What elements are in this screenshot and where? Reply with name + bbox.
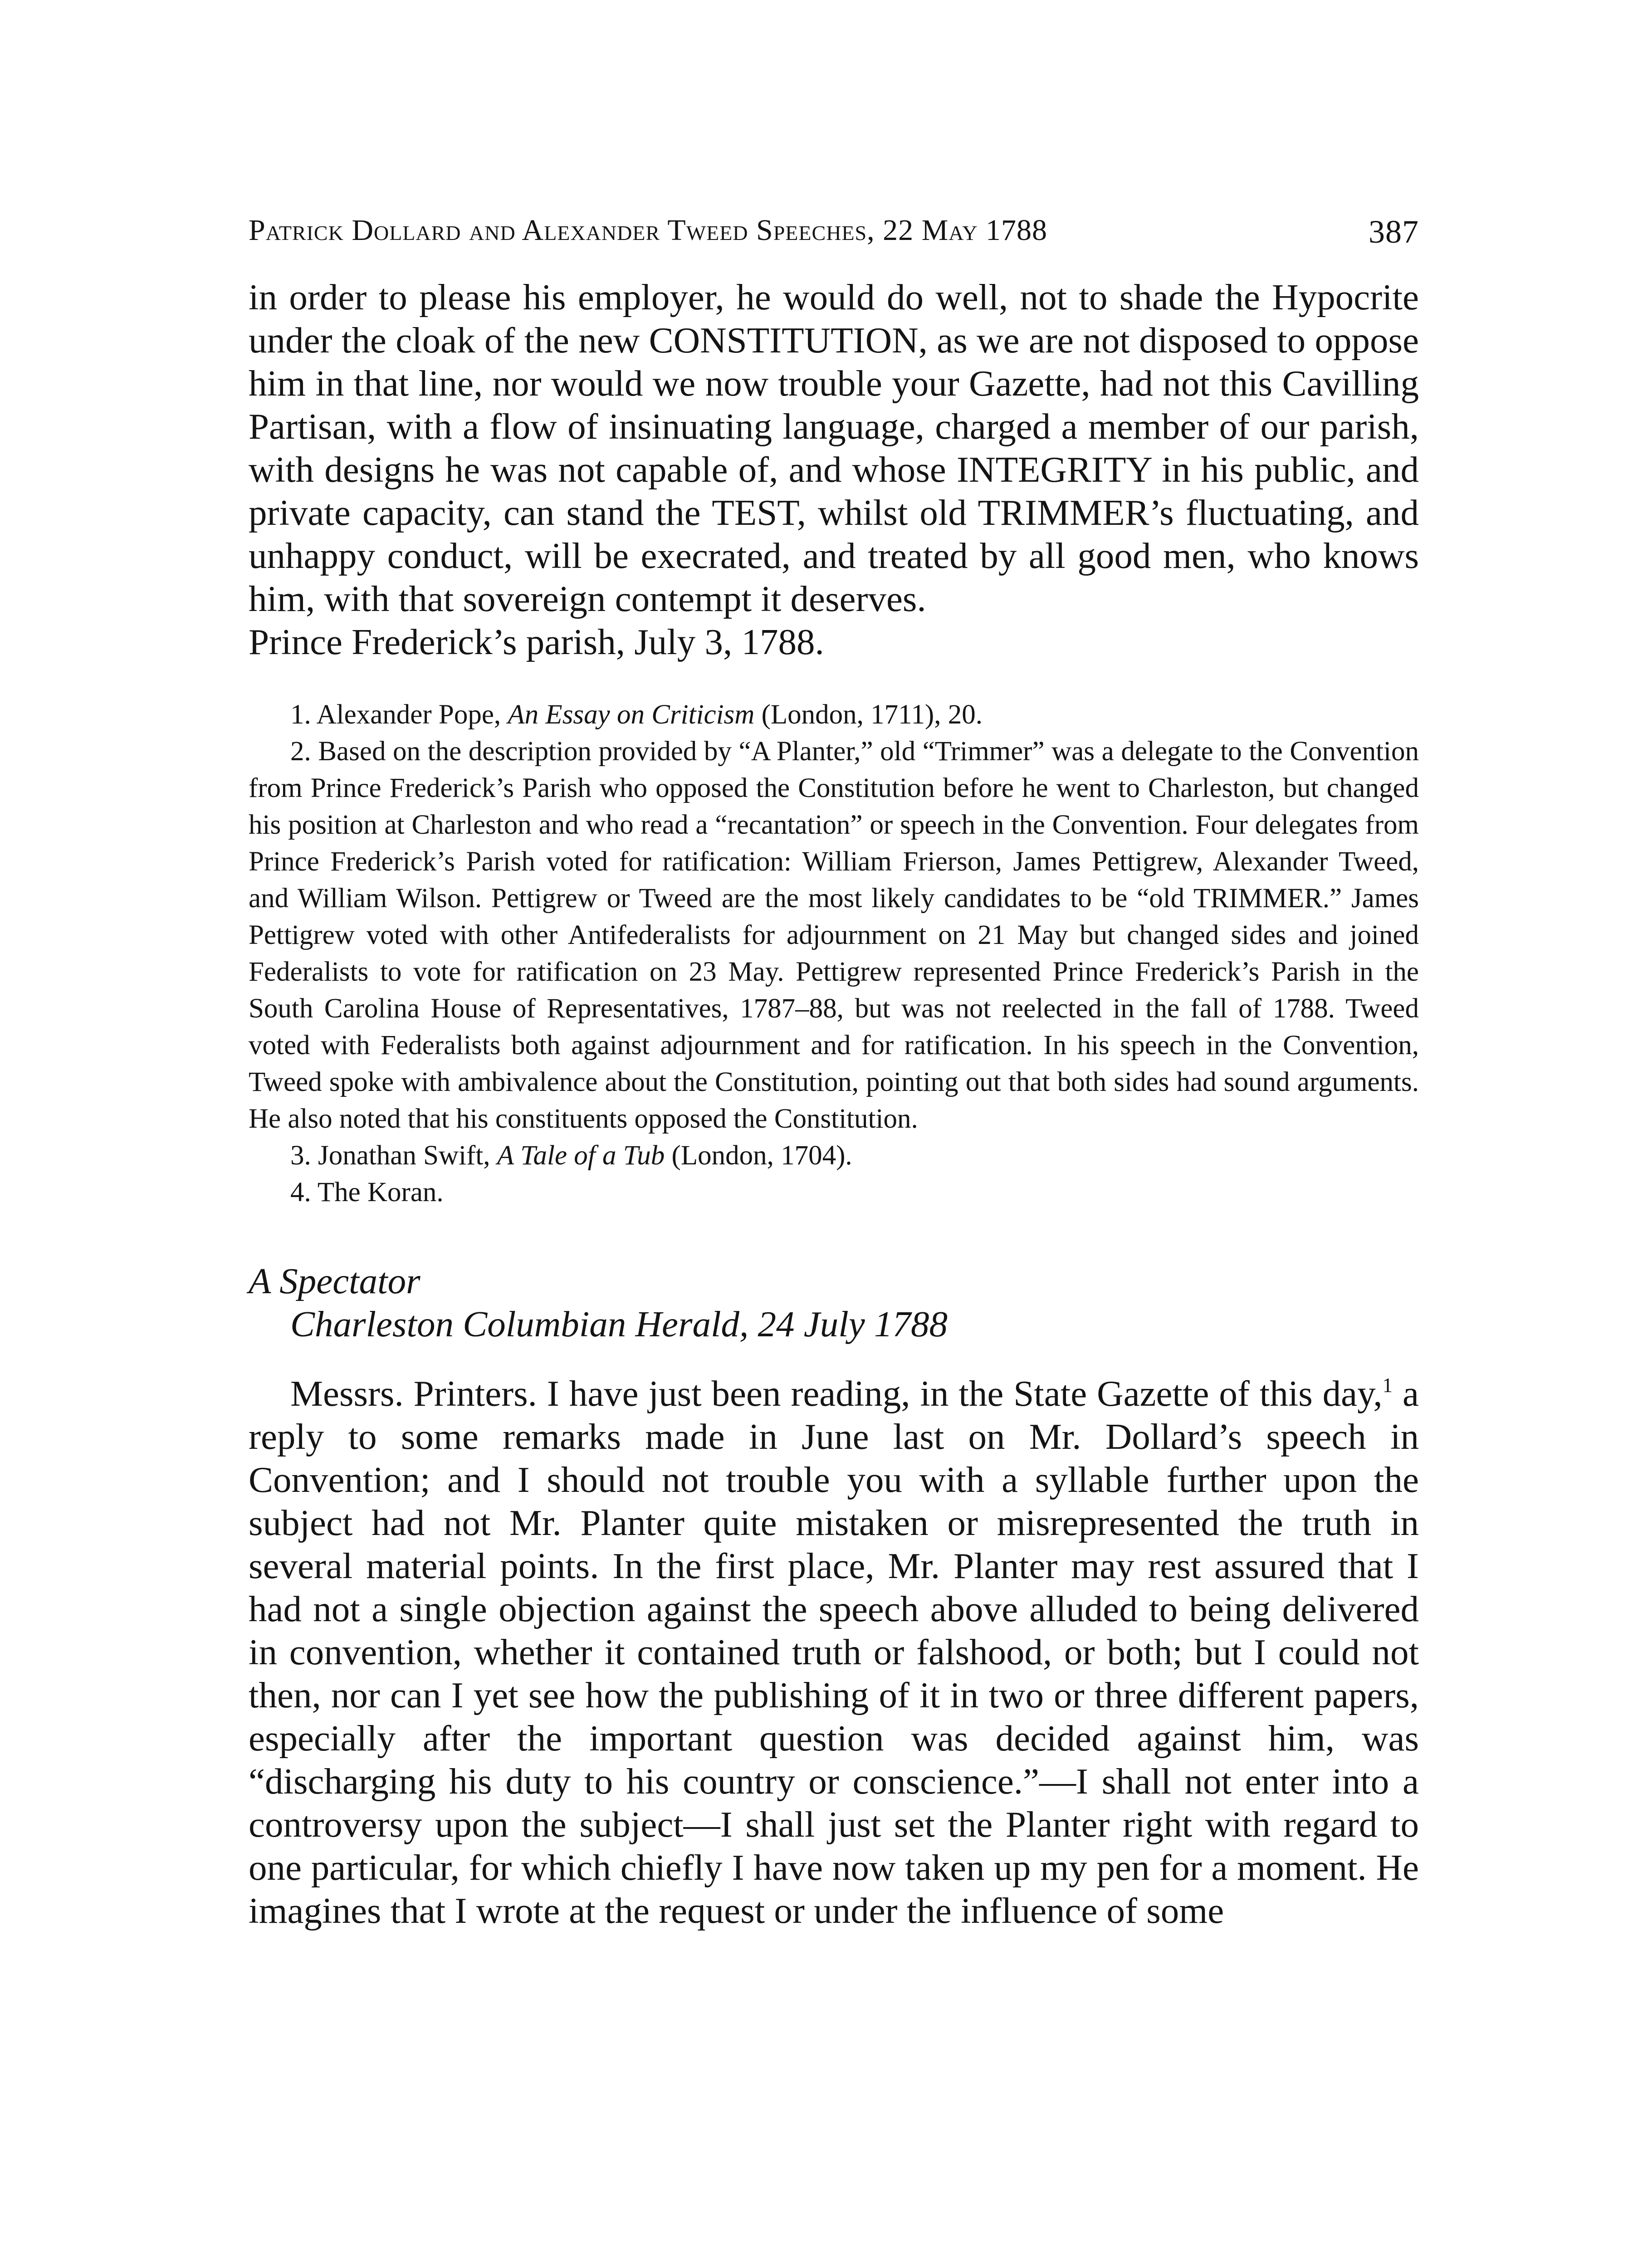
footnote-number: 2. [290, 736, 311, 767]
note-reference: 1 [1382, 1374, 1393, 1397]
article-text: Messrs. Printers. I have just been reading, in the State Gazette of this day, [290, 1373, 1383, 1414]
article-paragraph [249, 1372, 1419, 1932]
footnote-italic-title: An Essay on Criticism [508, 699, 755, 730]
continued-paragraph: in order to please his employer, he would do well, not to shade the Hypocrite under the cloak of the new CONSTITUTION, as we are not disposed to oppose him in that line, nor would we now trouble your Gazette, had not this Cavilling Partisan, with a flow of insinuating language, charged a member of our parish, with designs he was not capable of, and whose INTEGRITY in his public, and private capacity, can stand the TEST, whilst old TRIMMER’s fluctuating, and unhappy conduct, will be execrated, and treated by all good men, who knows him, with that sovereign contempt it deserves. [249, 277, 1419, 619]
article-author: A Spectator [249, 1261, 420, 1301]
article-heading [249, 1260, 1419, 1346]
running-head-title: Patrick Dollard and Alexander Tweed Speeches, 22 May 1788 [249, 214, 1047, 247]
article-text: a reply to some remarks made in June last on Mr. Dollard’s speech in Convention; and I should not trouble you with a syllable further upon the subject had not Mr. Planter quite mistaken or misrepresented the truth in several material points. In the first place, Mr. Planter may rest assured that I had not a single objection against the speech above alluded to being delivered in convention, whether it contained truth or falshood, or both; but I could not then, nor can I yet see how the publishing of it in two or three different papers, especially after the important question was decided against him, was “discharging his duty to his country or conscience.”—I shall not enter into a controversy upon the subject—I shall just set the Planter right with regard to one particular, for which chiefly I have now taken up my pen for a moment. He imagines that I wrote at the request or under the influence of some [249, 1373, 1419, 1931]
footnote-text: (London, 1704). [665, 1140, 852, 1171]
footnote-text: Based on the description provided by “A Planter,” old “Trimmer” was a delegate to the Convention from Prince Frederick’s Parish who opposed the Constitution before he went to Charleston, but changed his position at Charleston and who read a “recantation” or speech in the Convention. Four delegates from Prince Frederick’s Parish voted for ratification: William Frierson, James Pettigrew, Alexander Tweed, and William Wilson. Pettigrew or Tweed are the most likely candidates to be “old TRIMMER.” James Pettigrew voted with other Antifederalists for adjournment on 21 May but changed sides and joined Federalists to vote for ratification on 23 May. Pettigrew represented Prince Frederick’s Parish in the South Carolina House of Representatives, 1787–88, but was not reelected in the fall of 1788. Tweed voted with Federalists both against adjournment and for ratification. In his speech in the Convention, Tweed spoke with ambivalence about the Constitution, pointing out that both sides had sound arguments. He also noted that his constituents opposed the Constitution. [249, 736, 1419, 1134]
place-date-line: Prince Frederick’s parish, July 3, 1788. [249, 621, 824, 662]
footnote-4 [249, 1174, 1419, 1211]
footnote-text: Jonathan Swift, [311, 1140, 497, 1171]
article-source: Charleston Columbian Herald, 24 July 1788 [290, 1304, 948, 1344]
footnote-text: Alexander Pope, [311, 699, 508, 730]
footnote-text: The Koran. [311, 1177, 444, 1207]
page-content [249, 213, 1419, 1932]
footnote-number: 3. [290, 1140, 311, 1171]
page-number: 387 [1369, 214, 1419, 250]
footnote-2 [249, 733, 1419, 1137]
footnotes [249, 696, 1419, 1211]
footnote-number: 4. [290, 1177, 311, 1207]
footnote-number: 1. [290, 699, 311, 730]
footnote-italic-title: A Tale of a Tub [497, 1140, 665, 1171]
footnote-3 [249, 1137, 1419, 1174]
running-head [249, 213, 1419, 259]
footnote-text: (London, 1711), 20. [754, 699, 983, 730]
footnote-1 [249, 696, 1419, 733]
